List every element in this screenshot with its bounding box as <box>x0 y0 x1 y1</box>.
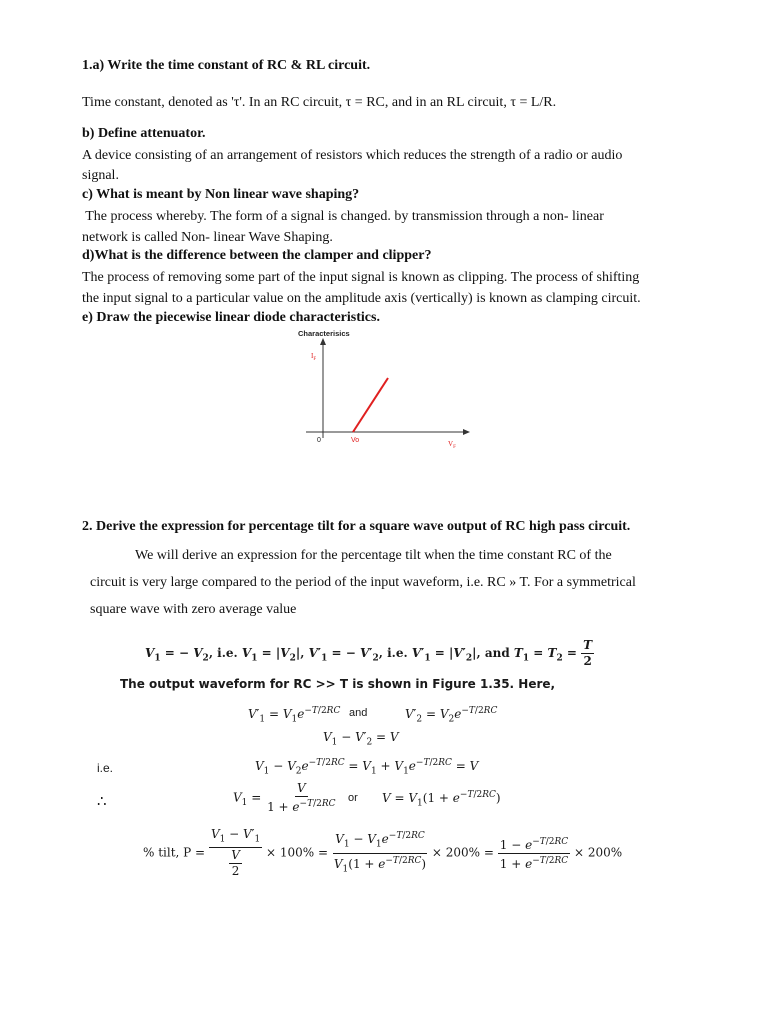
q2-paragraph-line1: We will derive an expression for the percentage tilt when the time constant RC of the <box>135 548 612 563</box>
q1b-answer-line2: signal. <box>82 168 119 183</box>
q1d-answer-line2: the input signal to a particular value on the amplitude axis (vertically) is known as clamping circuit. <box>82 291 641 306</box>
q2-heading: 2. Derive the expression for percentage tilt for a square wave output of RC high pass circuit. <box>82 519 631 534</box>
y-axis-label: $I_F$ <box>311 352 317 362</box>
equation-v1-v2: $V_1$ = − $V_2$, i.e. $V_1 = |V_2|$, $V'_1$ = − $V'_2$, i.e. $V'_1 = |V'_2|$, and $T_1 = T_2$ = $\frac{T}{2}$ <box>145 638 593 668</box>
q1c-answer-line1: The process whereby. The form of a signal is changed. by transmission through a non- linear <box>82 209 604 224</box>
q1a-heading: 1.a) Write the time constant of RC & RL circuit. <box>82 58 371 73</box>
q1d-heading: d)What is the difference between the clamper and clipper? <box>82 248 432 263</box>
vo-label: Vo <box>351 437 360 444</box>
ie-label: i.e. <box>97 761 114 775</box>
q1d-answer-line1: The process of removing some part of the input signal is known as clipping. The process of shifting <box>82 270 640 285</box>
diode-characteristics-diagram <box>280 326 480 456</box>
figure-reference-text: The output waveform for RC >> T is shown in Figure 1.35. Here, <box>120 677 556 691</box>
q1b-heading: b) Define attenuator. <box>82 126 206 141</box>
equation-v-solved: $V = V_1(1 + e^{-T/2RC})$ <box>382 790 501 809</box>
equation-v2prime: $V'_2 = V_2e^{-T/2RC}$ <box>405 706 498 725</box>
equation-v1-minus-v2prime: $V_1 - V'_2 = V$ <box>323 730 399 748</box>
equation-expanded: $V_1 - V_2e^{-T/2RC} = V_1 + V_1e^{-T/2RC} = V$ <box>255 758 479 777</box>
q1c-heading: c) What is meant by Non linear wave shaping? <box>82 187 360 202</box>
and-text: and <box>349 707 368 719</box>
characteristic-line <box>353 378 388 432</box>
q2-paragraph-line3: square wave with zero average value <box>90 602 297 617</box>
diagram-title: Characterisics <box>298 329 350 338</box>
x-axis-label: $V_F$ <box>448 440 456 450</box>
equation-percentage-tilt: % tilt, P = $\frac{V_1 - V'_1}{\frac{V}{2}}$ × 100% = $\frac{V_1 - V_1e^{-T/2RC}}{V_1(1 + e^{-T/2RC})}$ × 200% = $\frac{1 - e^{-T/2RC}}{1 + e^{-T/2RC}}$ × 200% <box>143 827 623 879</box>
equation-v1prime: $V'_1 = V_1e^{-T/2RC}$ <box>248 706 341 725</box>
q1c-answer-line2: network is called Non- linear Wave Shaping. <box>82 230 333 245</box>
q1a-answer: Time constant, denoted as 'τ'. In an RC circuit, τ = RC, and in an RL circuit, τ = L/R. <box>82 95 557 110</box>
q2-paragraph-line2: circuit is very large compared to the period of the input waveform, i.e. RC » T. For a symmetrical <box>90 575 636 590</box>
q1b-answer-line1: A device consisting of an arrangement of resistors which reduces the strength of a radio or audio <box>82 148 623 163</box>
equation-v1-solved: $V_1$ = $\frac{V}{1 + e^{-T/2RC}}$ <box>233 781 336 814</box>
origin-label: 0 <box>317 437 321 444</box>
y-axis-arrow <box>320 338 326 345</box>
x-axis-arrow <box>463 429 470 435</box>
therefore-symbol: ∴ <box>97 792 107 810</box>
q1e-heading: e) Draw the piecewise linear diode characteristics. <box>82 310 380 325</box>
tilt-label: % tilt, P = <box>143 845 206 860</box>
or-text: or <box>348 792 358 804</box>
